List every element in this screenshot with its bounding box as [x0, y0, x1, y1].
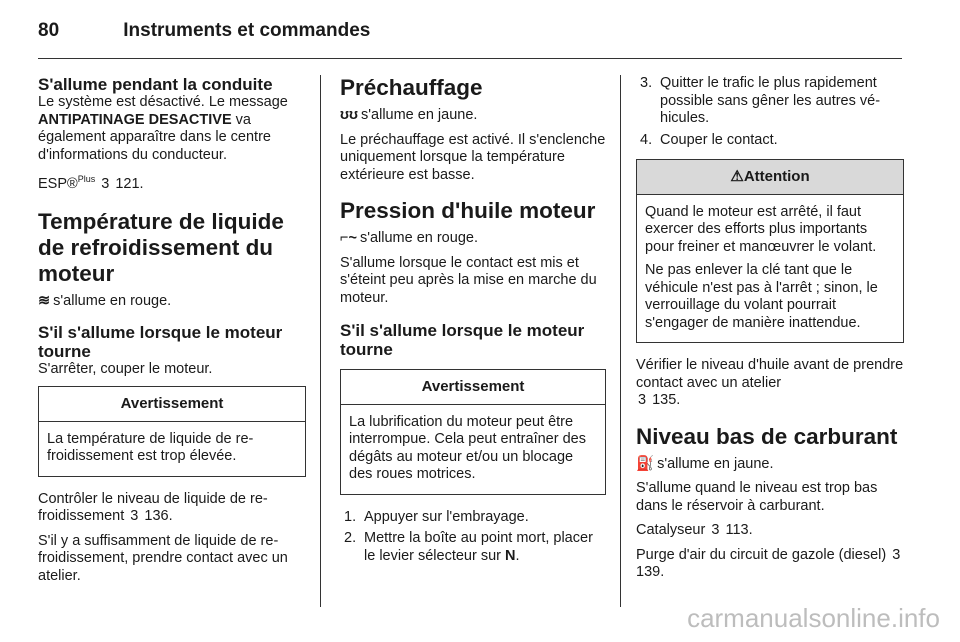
fuel-pump-icon: ⛽	[636, 455, 655, 472]
page-ref-arrow-icon: 3	[101, 175, 110, 192]
list-item: 4. Couper le contact.	[640, 131, 778, 148]
heading-huile: Pression d'huile moteur	[340, 198, 596, 223]
warning-title: Avertissement	[341, 370, 605, 405]
glow-plug-icon: ʊʊ	[340, 107, 359, 123]
warning-title: Avertissement	[39, 387, 305, 422]
attention-box	[636, 159, 904, 343]
oil-pressure-icon: ⌐~	[340, 230, 357, 246]
page-ref-arrow-icon: 3	[638, 392, 647, 408]
page-number: 80	[38, 20, 60, 41]
para-check: Contrôler le niveau de liquide de refroidissement 3 136.	[38, 490, 268, 525]
heading-conduite: S'allume pendant la conduite	[38, 75, 273, 94]
esp-ref: ESP®$^{Plus}$ 3 121.	[38, 174, 144, 192]
column-divider	[620, 75, 621, 607]
warning-text: La lubrification du moteur peut être interrompue. Cela peut entraîner des dégâts au moteur et/ou un blocage des roues motrices.	[349, 413, 586, 482]
warning-box	[38, 386, 306, 477]
huile-line: ⌐~ s'allume en rouge.	[340, 230, 478, 246]
page-header	[38, 20, 370, 42]
column-divider	[320, 75, 321, 607]
list-item: 2. Mettre la boîte au point mort, placer le levier sélecteur sur N.	[344, 530, 593, 564]
temp-line: ≋ s'allume en rouge.	[38, 293, 172, 310]
heading-tourne-2: S'il s'allume lorsque le moteur tourne	[340, 321, 585, 359]
para-conduite: Le système est désactivé. Le message ANTIPATINAGE DESACTIVE va également apparaître dans le centre d'informations du conducteur.	[38, 94, 288, 163]
page-ref-arrow-icon: 3	[711, 522, 720, 538]
attention-text-2: Ne pas enlever la clé tant que le véhicule n'est pas à l'arrêt ; sinon, le verrouillage du volant pourrait s'engager de manière inattendue.	[645, 262, 878, 331]
steps-list	[340, 509, 606, 566]
coolant-temperature-icon: ≋	[38, 293, 51, 310]
page-ref-arrow-icon: 3	[130, 508, 139, 525]
list-item: 3. Quitter le trafic le plus rapidement possible sans gêner les autres véhicules.	[640, 75, 881, 126]
page-title: Instruments et commandes	[123, 20, 371, 41]
warning-text: La température de liquide de refroidissement est trop élevée.	[47, 430, 254, 465]
page-link[interactable]: 139.	[636, 564, 665, 580]
heading-temperature: Température de liquide de refroidissement du moteur	[38, 209, 284, 287]
warning-box-2	[340, 369, 606, 495]
heading-tourne: S'il s'allume lorsque le moteur tourne	[38, 322, 283, 361]
page-ref-arrow-icon: 3	[892, 546, 901, 563]
para-verif: Vérifier le niveau d'huile avant de prendre contact avec un atelier 3 135.	[636, 357, 904, 408]
pre-line: ʊʊ s'allume en jaune.	[340, 107, 478, 123]
column-1	[38, 75, 306, 592]
attention-title: ⚠Attention	[637, 160, 903, 195]
attention-text-1: Quand le moteur est arrêté, il faut exercer des efforts plus importants pour freiner et manœuvrer le volant.	[645, 203, 877, 255]
para-carburant: S'allume quand le niveau est trop bas dans le réservoir à carburant.	[636, 480, 878, 514]
steps-list-continued	[636, 75, 904, 149]
heading-prechauffage: Préchauffage	[340, 75, 483, 100]
header-rule	[38, 58, 902, 59]
catalyseur-ref: Catalyseur 3 113.	[636, 522, 753, 538]
para-suffisamment: S'il y a suffisamment de liquide de refroidissement, prendre contact avec un atelier.	[38, 532, 288, 584]
purge-ref: Purge d'air du circuit de gazole (diesel) 3 139.	[636, 546, 901, 580]
page-link[interactable]: 136.	[144, 508, 173, 525]
para-tourne: S'arrêter, couper le moteur.	[38, 360, 213, 377]
list-item: 1. Appuyer sur l'embrayage.	[344, 508, 529, 525]
carb-line: ⛽ s'allume en jaune.	[636, 455, 774, 472]
page-link[interactable]: 113.	[725, 522, 753, 538]
column-2	[340, 75, 606, 569]
para-huile: S'allume lorsque le contact est mis et s'éteint peu après la mise en marche du moteur.	[340, 254, 597, 306]
watermark: carmanualsonline.info	[687, 603, 940, 633]
warning-triangle-icon: ⚠	[730, 168, 744, 185]
para-prechauffage: Le préchauffage est activé. Il s'enclenche uniquement lorsque la température extérieure est basse.	[340, 131, 606, 183]
page-link[interactable]: 135.	[652, 392, 681, 408]
column-3	[636, 75, 904, 589]
heading-carburant: Niveau bas de carburant	[636, 423, 898, 449]
page-link[interactable]: 121.	[115, 175, 144, 192]
